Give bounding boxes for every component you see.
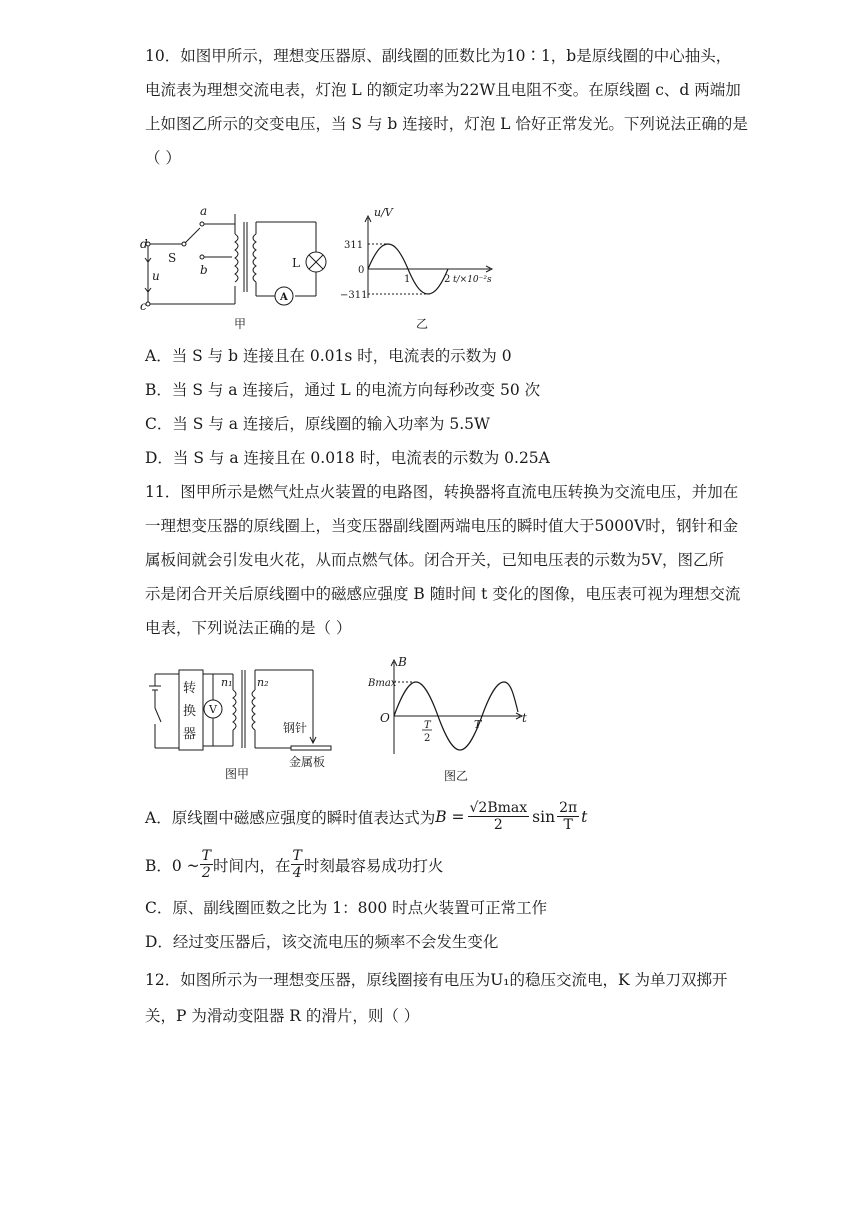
q11-stem-line-5: 电表，下列说法正确的是（ ） [145, 619, 352, 637]
label-d: d [140, 237, 148, 251]
q11-option-b-suffix: 时刻最容易成功打火 [303, 856, 444, 875]
q11-stem-line-1: 11．图甲所示是燃气灶点火装置的电路图，转换器将直流电压转换为交流电压，并加在 [145, 483, 739, 501]
q11-fig-jia-caption: 图甲 [225, 767, 250, 781]
q10-stem-line-4: （ ） [145, 149, 181, 167]
q10-option-a[interactable]: A．当 S 与 b 连接且在 0.01s 时，电流表的示数为 0 [145, 347, 512, 365]
tick-bmax: Bmax [368, 678, 397, 689]
converter-char-2: 换 [183, 704, 197, 719]
formula-lhs: B = [435, 807, 465, 826]
label-c: c [140, 299, 147, 313]
q12-stem-line-1: 12．如图所示为一理想变压器，原线圈接有电压为U₁的稳压交流电，K 为单刀双掷开 [145, 971, 728, 989]
graph-t-label: t/×10⁻²s [453, 275, 492, 285]
label-u: u [152, 269, 160, 283]
q11-option-c[interactable]: C．原、副线圈匝数之比为 1：800 时点火装置可正常工作 [145, 899, 548, 917]
formula-sin: sin [532, 807, 556, 826]
q11-stem-line-3: 属板间就会引发电火花，从而点燃气体。闭合开关，已知电压表的示数为5V，图乙所 [145, 551, 725, 569]
graph-t-axis-label: t [522, 711, 527, 725]
q11-option-b-prefix: B．0 ~ [145, 856, 200, 875]
origin-label: O [380, 711, 390, 725]
label-metal-plate: 金属板 [289, 755, 326, 769]
q11-fig-yi-caption: 图乙 [444, 769, 469, 783]
q10-fig-yi-caption: 乙 [416, 317, 429, 331]
q11-option-b-mid: 时间内，在 [213, 856, 291, 875]
q10-fig-jia-caption: 甲 [234, 317, 247, 331]
graph-y-label: u/V [374, 206, 393, 219]
q10-stem-line-1: 10．如图甲所示，理想变压器原、副线圈的匝数比为10∶1，b是原线圈的中心抽头， [145, 47, 732, 65]
tick-1: 1 [404, 274, 411, 285]
label-steel-needle: 钢针 [283, 721, 308, 735]
label-a: a [200, 204, 208, 218]
q10-stem-line-3: 上如图乙所示的交变电压，当 S 与 b 连接时，灯泡 L 恰好正常发光。下列说法正确的是 [145, 115, 748, 133]
voltmeter-label: V [209, 703, 217, 716]
formula-amplitude-fraction: $\frac{√2Bmax}{2}$ [469, 800, 528, 833]
q10-stem-line-2: 电流表为理想交流电表，灯泡 L 的额定功率为22W且电阻不变。在原线圈 c、d 两端加 [145, 81, 741, 99]
q10-option-c[interactable]: C．当 S 与 a 连接后，原线圈的输入功率为 5.5W [145, 415, 490, 433]
fraction-t-over-2: $\frac{T}{2}$ [201, 848, 212, 881]
q10-option-b[interactable]: B．当 S 与 a 连接后，通过 L 的电流方向每秒改变 50 次 [145, 381, 541, 399]
formula-var-t: t [581, 807, 588, 826]
tick-2: 2 [444, 274, 451, 285]
q11-stem-line-2: 一理想变压器的原线圈上，当变压器副线圈两端电压的瞬时值大于5000V时，钢针和金 [145, 517, 739, 535]
q11-option-a-text: A．原线圈中磁感应强度的瞬时值表达式为 [145, 808, 436, 827]
tick-t-over-2-num: T [424, 720, 431, 731]
q11-stem-line-4: 示是闭合开关后原线圈中的磁感应强度 B 随时间 t 变化的图像，电压表可视为理想交流 [145, 585, 741, 603]
q11-option-a[interactable] [145, 800, 587, 833]
q10-circuit-diagram [140, 200, 340, 335]
q12-stem-line-2: 关，P 为滑动变阻器 R 的滑片，则（ ） [145, 1007, 420, 1025]
converter-char-3: 器 [183, 727, 197, 742]
tick-neg-311: −311 [340, 290, 368, 301]
q11-option-b[interactable] [145, 848, 443, 881]
label-S: S [168, 251, 177, 265]
graph-b-label: B [398, 655, 407, 669]
label-L: L [292, 256, 300, 270]
fraction-t-over-4: $\frac{T}{4}$ [292, 848, 302, 881]
tick-T: T [474, 718, 482, 731]
ammeter-label: A [280, 292, 288, 303]
formula-omega-fraction: $\frac{2\pi}{T}$ [559, 800, 578, 833]
tick-t-over-2-den: 2 [424, 733, 431, 744]
label-n2: n₂ [257, 676, 269, 689]
converter-char-1: 转 [183, 681, 197, 696]
label-n1: n₁ [221, 676, 233, 689]
tick-311: 311 [344, 240, 364, 251]
q11-igniter-circuit [145, 660, 345, 785]
tick-0: 0 [358, 265, 365, 276]
q10-voltage-graph [340, 200, 510, 335]
q11-b-field-graph [368, 656, 538, 784]
q10-option-d[interactable]: D．当 S 与 a 连接且在 0.018 时，电流表的示数为 0.25A [145, 449, 550, 467]
label-b: b [200, 263, 208, 277]
q11-option-d[interactable]: D．经过变压器后，该交流电压的频率不会发生变化 [145, 933, 499, 951]
